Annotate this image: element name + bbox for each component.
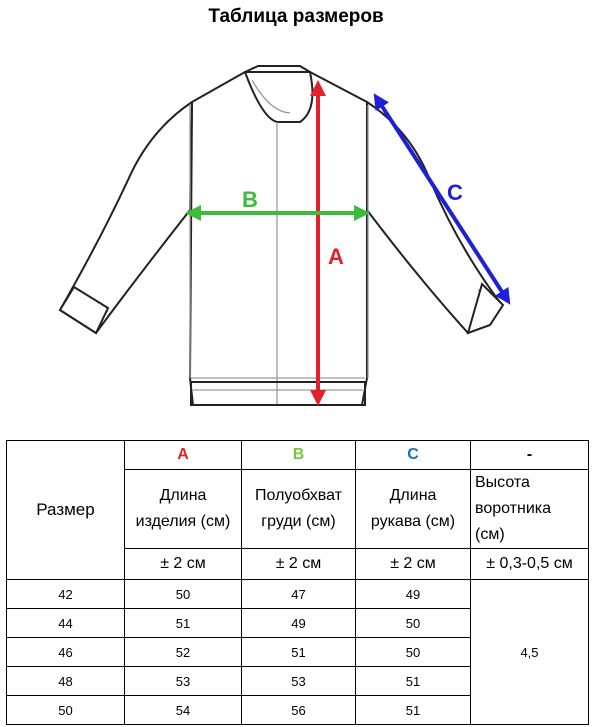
size-value: 48	[7, 667, 125, 696]
table-row	[7, 580, 589, 609]
tolerance-a: ± 2 см	[125, 549, 242, 580]
measure-a-label: A	[328, 244, 344, 269]
size-value: 50	[7, 696, 125, 725]
c-value: 51	[356, 667, 471, 696]
column-label-collar-line2: воротника	[475, 500, 552, 517]
a-value: 50	[125, 580, 242, 609]
b-value: 47	[242, 580, 356, 609]
column-label-c-line1: Длина	[389, 487, 437, 504]
jacket-outline	[60, 66, 502, 405]
size-table	[6, 440, 589, 725]
column-label-b-line1: Полуобхват	[255, 487, 342, 504]
a-value: 53	[125, 667, 242, 696]
size-value: 46	[7, 638, 125, 667]
b-value: 53	[242, 667, 356, 696]
column-label-b	[242, 470, 356, 549]
column-label-c-line2: рукава (см)	[370, 513, 456, 530]
tolerance-collar: ± 0,3-0,5 см	[471, 549, 589, 580]
c-value: 50	[356, 609, 471, 638]
size-header: Размер	[7, 441, 125, 580]
measure-c-label: C	[447, 180, 463, 205]
tolerance-c: ± 2 см	[356, 549, 471, 580]
size-value: 44	[7, 609, 125, 638]
c-value: 49	[356, 580, 471, 609]
column-label-b-line2: груди (см)	[261, 513, 336, 530]
page-title: Таблица размеров	[208, 6, 384, 27]
a-value: 51	[125, 609, 242, 638]
a-value: 52	[125, 638, 242, 667]
collar-value: 4,5	[471, 580, 589, 725]
column-letter-c: C	[356, 441, 471, 470]
column-letter-collar: -	[471, 441, 589, 470]
b-value: 51	[242, 638, 356, 667]
b-value: 49	[242, 609, 356, 638]
column-label-a	[125, 470, 242, 549]
tolerance-b: ± 2 см	[242, 549, 356, 580]
size-value: 42	[7, 580, 125, 609]
a-value: 54	[125, 696, 242, 725]
column-label-collar-line3: (см)	[475, 526, 505, 543]
table-header-letters	[7, 441, 589, 470]
column-label-a-line1: Длина	[159, 487, 207, 504]
b-value: 56	[242, 696, 356, 725]
column-letter-a: A	[125, 441, 242, 470]
column-label-collar-line1: Высота	[475, 474, 530, 491]
column-label-c	[356, 470, 471, 549]
column-label-a-line2: изделия (см)	[135, 513, 231, 530]
column-letter-b: B	[242, 441, 356, 470]
measure-b-label: B	[242, 187, 258, 212]
c-value: 50	[356, 638, 471, 667]
c-value: 51	[356, 696, 471, 725]
column-label-collar	[471, 470, 589, 549]
